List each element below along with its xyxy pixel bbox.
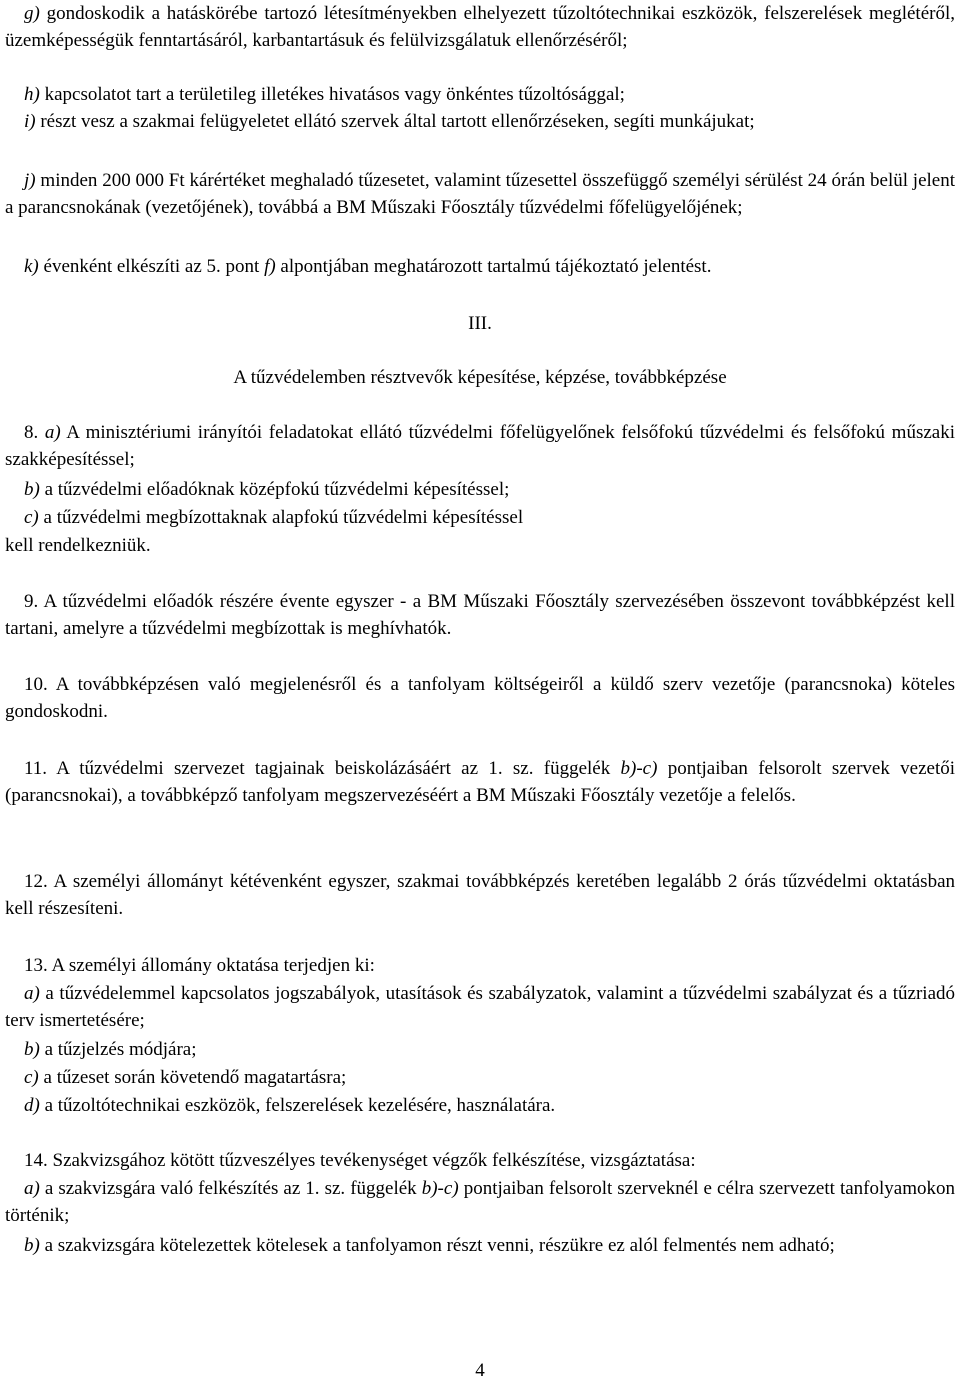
text-run: a szakvizsgára való felkészítés az 1. sz. függelék <box>39 1178 422 1199</box>
text-run: 9. A tűzvédelmi előadók részére évente egyszer - a BM Műszaki Főosztály szervezésében összevont továbbképzést kell tartani, amelyre a tűzvédelmi megbízottak is meghívhatók. <box>5 591 955 639</box>
text-run: 8. <box>24 422 45 443</box>
italic-marker: b) <box>24 1235 40 1256</box>
paragraph-13-c <box>5 1064 955 1091</box>
paragraph-13-d <box>5 1092 955 1119</box>
paragraph-13 <box>5 952 955 979</box>
page-number: 4 <box>475 1360 485 1381</box>
paragraph-10 <box>5 671 955 725</box>
italic-marker: i) <box>24 111 36 132</box>
text-run: 10. A továbbképzésen való megjelenésről és a tanfolyam költségeiről a küldő szerv vezetője (parancsnoka) köteles gondoskodni. <box>5 674 955 722</box>
text-run: pontjaiban felsorolt szerveknél e célra szervezett tanfolyamokon történik; <box>5 1178 955 1226</box>
italic-marker: b) <box>24 1039 40 1060</box>
paragraph-8-end <box>5 532 955 559</box>
text-run: részt vesz a szakmai felügyeletet ellátó szervek által tartott ellenőrzéseken, segíti munkájukat; <box>35 111 755 132</box>
text-run: minden 200 000 Ft kárértéket meghaladó tűzesetet, valamint tűzesettel összefüggő személyi sérülést 24 órán belül jelent a parancsnokának (vezetőjének), továbbá a BM Műszaki Főosztály tűzvédelmi főfelügyelőjének; <box>5 170 955 218</box>
text-run: kell rendelkezniük. <box>5 535 151 556</box>
paragraph-12 <box>5 868 955 922</box>
text-run: gondoskodik a hatáskörébe tartozó létesítményekben elhelyezett tűzoltótechnikai eszközök, felszerelések meglétéről, üzemképességük fenntartásáról, karbantartásuk és felülvizsgálatuk ellenőrzéséről; <box>5 3 955 51</box>
italic-marker: b)-c) <box>620 758 658 779</box>
text-run: a szakvizsgára kötelezettek kötelesek a tanfolyamon részt venni, részükre ez alól felmentés nem adható; <box>39 1235 835 1256</box>
text-run: a tűzoltótechnikai eszközök, felszerelések kezelésére, használatára. <box>39 1095 556 1116</box>
paragraph-13-a <box>5 980 955 1034</box>
italic-marker: c) <box>24 507 39 528</box>
italic-marker: k) <box>24 256 39 277</box>
paragraph-8-c <box>5 504 955 531</box>
text-run: 14. Szakvizsgához kötött tűzveszélyes tevékenységet végzők felkészítése, vizsgáztatása: <box>24 1150 696 1171</box>
italic-marker: d) <box>24 1095 40 1116</box>
italic-marker: b) <box>24 479 40 500</box>
paragraph-8 <box>5 419 955 473</box>
paragraph-9 <box>5 588 955 642</box>
item-k <box>5 253 955 280</box>
text-run: A minisztériumi irányítói feladatokat ellátó tűzvédelmi főfelügyelőnek felsőfokú tűzvédelmi és felsőfokú műszaki szakképesítéssel; <box>5 422 955 470</box>
italic-marker: b)-c) <box>421 1178 459 1199</box>
italic-marker: c) <box>24 1067 39 1088</box>
item-i <box>5 108 955 135</box>
paragraph-14-a <box>5 1175 955 1229</box>
paragraph-13-b <box>5 1036 955 1063</box>
text-run: pontjaiban felsorolt szervek vezetői (parancsnokai), a továbbképző tanfolyam megszervezéséért a BM Műszaki Főosztály vezetője a felelős. <box>5 758 955 806</box>
paragraph-14 <box>5 1147 955 1174</box>
text-run: III. <box>468 313 492 334</box>
paragraph-14-b <box>5 1232 955 1259</box>
text-run: alpontjában meghatározott tartalmú tájékoztató jelentést. <box>275 256 712 277</box>
text-run: 12. A személyi állományt kétévenként egyszer, szakmai továbbképzés keretében legalább 2 órás tűzvédelmi oktatásban kell részesíteni. <box>5 871 955 919</box>
text-run: a tűzeset során követendő magatartásra; <box>38 1067 347 1088</box>
italic-marker: g) <box>24 3 40 24</box>
paragraph-11 <box>5 755 955 809</box>
italic-marker: a) <box>24 983 40 1004</box>
italic-marker: a) <box>44 422 61 443</box>
text-run: a tűzjelzés módjára; <box>39 1039 197 1060</box>
text-run: A tűzvédelemben résztvevők képesítése, képzése, továbbképzése <box>233 367 727 388</box>
text-run: a tűzvédelmi előadóknak középfokú tűzvédelmi képesítéssel; <box>39 479 510 500</box>
item-j <box>5 167 955 221</box>
italic-marker: j) <box>24 170 36 191</box>
section-number <box>5 310 955 337</box>
text-run: 13. A személyi állomány oktatása terjedjen ki: <box>24 955 375 976</box>
text-run: 11. A tűzvédelmi szervezet tagjainak beiskolázásáért az 1. sz. függelék <box>24 758 621 779</box>
item-h <box>5 81 955 108</box>
text-run: a tűzvédelmi megbízottaknak alapfokú tűzvédelmi képesítéssel <box>38 507 524 528</box>
text-run: kapcsolatot tart a területileg illetékes hivatásos vagy önkéntes tűzoltósággal; <box>39 84 625 105</box>
italic-marker: f) <box>264 256 276 277</box>
item-g <box>5 0 955 54</box>
text-run: évenként elkészíti az 5. pont <box>38 256 265 277</box>
paragraph-8-b <box>5 476 955 503</box>
text-run: a tűzvédelemmel kapcsolatos jogszabályok, utasítások és szabályzatok, valamint a tűzvédelmi szabályzat és a tűzriadó terv ismertetésére; <box>5 983 955 1031</box>
italic-marker: a) <box>24 1178 40 1199</box>
section-title <box>5 364 955 391</box>
italic-marker: h) <box>24 84 40 105</box>
